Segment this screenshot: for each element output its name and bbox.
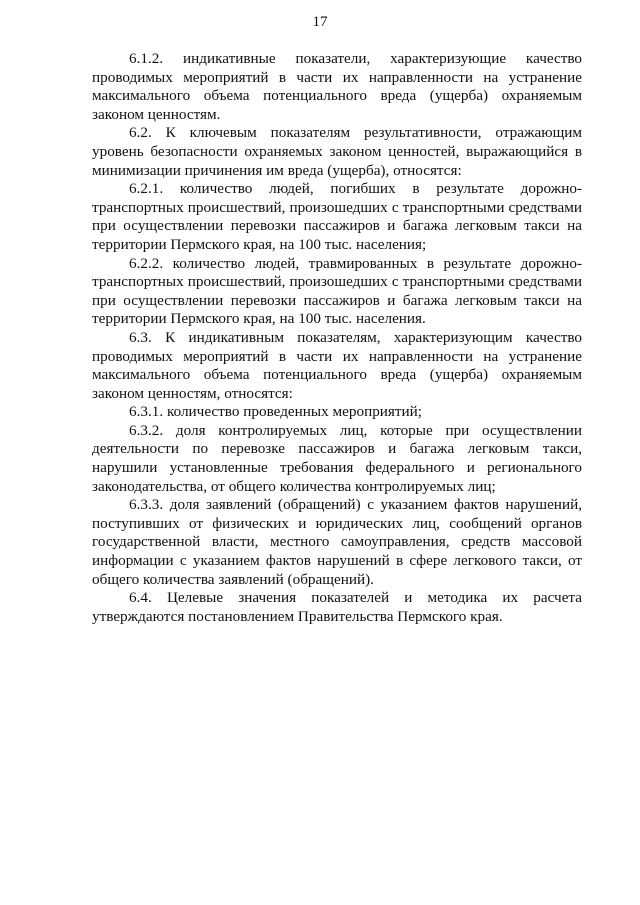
paragraph-6-1-2: 6.1.2. индикативные показатели, характеризующие качество проводимых мероприятий в части их направленности на устранение максимального объема потенциального вреда (ущерба) охраняемым законом ценностям. (92, 50, 582, 123)
paragraph-6-4: 6.4. Целевые значения показателей и методика их расчета утверждаются постановлением Правительства Пермского края. (92, 589, 582, 625)
document-body (92, 50, 582, 626)
paragraph-6-3-3: 6.3.3. доля заявлений (обращений) с указанием фактов нарушений, поступивших от физических и юридических лиц, сообщений органов государственной власти, местного самоуправления, средств массовой информации с указанием фактов нарушений в сфере легкового такси, от общего количества заявлений (обращений). (92, 496, 582, 588)
page-number: 17 (312, 14, 328, 30)
paragraph-6-3: 6.3. К индикативным показателям, характеризующим качество проводимых мероприятий в части их направленности на устранение максимального объема потенциального вреда (ущерба) охраняемым законом ценностям, относятся: (92, 328, 582, 402)
paragraph-6-2: 6.2. К ключевым показателям результативности, отражающим уровень безопасности охраняемых законом ценностей, выражающийся в минимизации причинения им вреда (ущерба), относятся: (92, 124, 582, 179)
paragraph-6-3-1: 6.3.1. количество проведенных мероприятий; (129, 403, 423, 421)
paragraph-6-2-2: 6.2.2. количество людей, травмированных в результате дорожно-транспортных происшествий, произошедших с транспортными средствами при осуществлении перевозки пассажиров и багажа легковым такси на территории Пермского края, на 100 тыс. населения. (92, 254, 582, 328)
paragraph-6-3-2: 6.3.2. доля контролируемых лиц, которые при осуществлении деятельности по перевозке пассажиров и багажа легковым такси, нарушили установленные требования федерального и регионального законодательства, от общего количества контролируемых лиц; (92, 421, 582, 495)
paragraph-6-2-1: 6.2.1. количество людей, погибших в результате дорожно-транспортных происшествий, произошедших с транспортными средствами при осуществлении перевозки пассажиров и багажа легковым такси на территории Пермского края, на 100 тыс. населения; (92, 180, 582, 253)
